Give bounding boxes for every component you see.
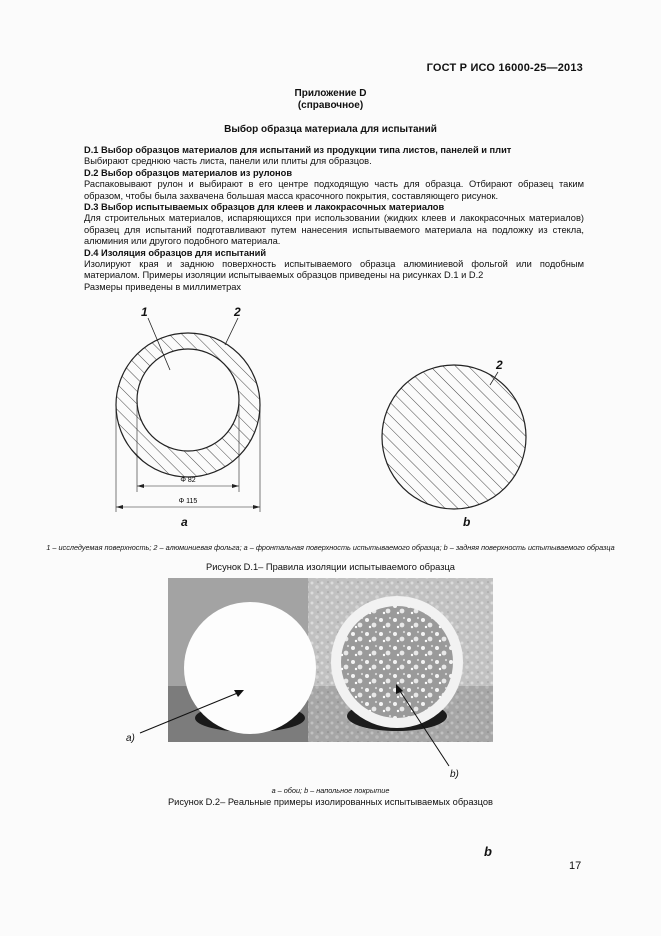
- dimension-inner: Φ 82: [180, 477, 196, 484]
- dimensions-note: Размеры приведены в миллиметрах: [84, 281, 242, 292]
- section-heading-d1: D.1 Выбор образцов материалов для испытаний из продукции типа листов, панелей и плит: [84, 145, 512, 155]
- document-code: ГОСТ Р ИСО 16000-25—2013: [426, 62, 583, 74]
- figure-d2-legend: а – обои; b – напольное покрытие: [271, 786, 390, 795]
- section-text-d4: Изолируют края и заднюю поверхность испытываемого образца алюминиевой фольгой или подобным материалом. Примеры изоляции испытываемых образцов приведены на рисунках D.1 и D.2: [84, 259, 584, 281]
- section-title: Выбор образца материала для испытаний: [224, 124, 437, 135]
- section-heading-d4: D.4 Изоляция образцов для испытаний: [84, 247, 267, 258]
- section-heading-d3: D.3 Выбор испытываемых образцов для клеев и лакокрасочных материалов: [84, 202, 445, 213]
- stray-mark: b: [484, 844, 492, 859]
- section-text-d2: Распаковывают рулон и выбирают в его центре подходящую часть для образца. Отбирают образец таким образом, чтобы была захвачена большая масса красочного покрытия, составляющего рисунок.: [84, 179, 584, 201]
- annex-subtitle: (справочное): [297, 100, 364, 111]
- figure-d1-legend: 1 – исследуемая поверхность; 2 – алюминиевая фольга; а – фронтальная поверхность испытываемого образца; b – задняя поверхность испытываемого образца: [46, 543, 615, 552]
- sublabel-a: a: [181, 515, 188, 529]
- label-2-b: 2: [496, 358, 503, 372]
- section-text-d3: Для строительных материалов, испаряющихся при использовании (жидких клеев и лакокрасочных материалов) образец для испытаний подготавливают путем нанесения испытываемого материала на подложку из стекла, алюминия или другого подобного материала.: [84, 213, 584, 247]
- photo-label-a: a): [126, 733, 135, 744]
- label-1: 1: [141, 305, 148, 319]
- photo-label-b: b): [450, 769, 459, 780]
- sample-floor-covering: [341, 606, 453, 718]
- dimension-outer: Φ 115: [178, 498, 198, 505]
- section-text-d1: Выбирают среднюю часть листа, панели или плиты для образцов.: [84, 156, 372, 167]
- figure-d2-caption: Рисунок D.2– Реальные примеры изолированных испытываемых образцов: [167, 797, 493, 807]
- sample-wallpaper: [184, 602, 316, 734]
- label-2-a: 2: [234, 305, 241, 319]
- annex-title: Приложение D: [294, 88, 367, 99]
- section-heading-d2: D.2 Выбор образцов материалов из рулонов: [84, 167, 293, 178]
- page-number: 17: [569, 860, 582, 872]
- figure-d1-caption: Рисунок D.1– Правила изоляции испытываемого образца: [206, 562, 455, 572]
- sublabel-b: b: [463, 515, 471, 529]
